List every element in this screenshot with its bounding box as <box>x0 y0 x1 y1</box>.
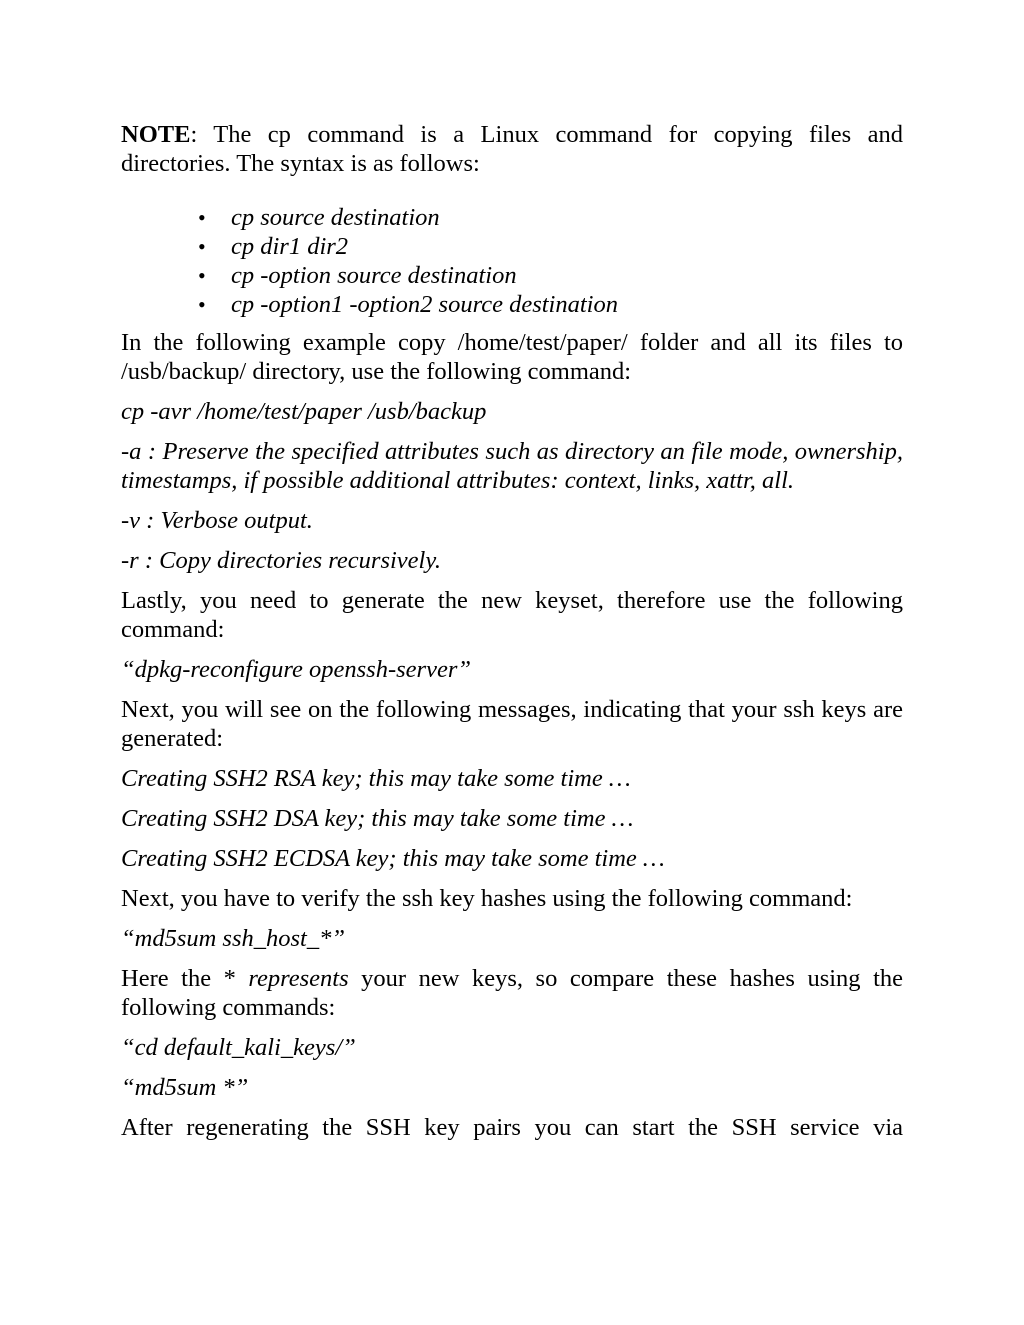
example-command: cp -avr /home/test/paper /usb/backup <box>121 398 487 425</box>
messages-intro: Next, you will see on the following messages, indicating that your ssh keys are generated: <box>121 696 903 752</box>
list-item <box>198 290 903 319</box>
syntax-item: cp -option1 -option2 source destination <box>231 291 618 318</box>
syntax-item: cp dir1 dir2 <box>231 233 349 260</box>
document-page <box>121 120 903 1153</box>
list-item <box>198 261 903 290</box>
note-paragraph <box>121 120 903 178</box>
compare-before: Here the * <box>121 965 249 992</box>
compare-paragraph <box>121 964 903 1022</box>
compare-emph: represents <box>248 965 349 992</box>
example-intro: In the following example copy /home/test/paper/ folder and all its files to /usb/backup/ directory, use the following command: <box>121 329 903 385</box>
keyset-intro: Lastly, you need to generate the new keyset, therefore use the following command: <box>121 587 903 643</box>
message-rsa: Creating SSH2 RSA key; this may take some time … <box>121 765 631 792</box>
option-v: -v : Verbose output. <box>121 507 313 534</box>
keyset-command: “dpkg-reconfigure openssh-server” <box>121 656 471 683</box>
syntax-item: cp source destination <box>231 204 440 231</box>
bullet-icon: • <box>198 292 206 317</box>
compare-after: your new keys, so compare these hashes using the following commands: <box>121 965 903 1021</box>
syntax-item: cp -option source destination <box>231 262 517 289</box>
final-line: After regenerating the SSH key pairs you can start the SSH service via <box>121 1114 903 1141</box>
option-r: -r : Copy directories recursively. <box>121 547 442 574</box>
message-dsa: Creating SSH2 DSA key; this may take some time … <box>121 805 634 832</box>
list-item <box>198 203 903 232</box>
bullet-icon: • <box>198 234 206 259</box>
verify-command: “md5sum ssh_host_*” <box>121 925 345 952</box>
note-label: NOTE <box>121 121 191 148</box>
option-a: -a : Preserve the specified attributes such as directory an file mode, ownership, timestamps, if possible additional attributes: context, links, xattr, all. <box>121 438 903 494</box>
bullet-icon: • <box>198 205 206 230</box>
note-text: : The cp command is a Linux command for copying files and directories. The syntax is as follows: <box>121 121 903 177</box>
compare-command-cd: “cd default_kali_keys/” <box>121 1034 356 1061</box>
compare-command-md5: “md5sum *” <box>121 1074 249 1101</box>
message-ecdsa: Creating SSH2 ECDSA key; this may take some time … <box>121 845 665 872</box>
syntax-list <box>121 203 903 319</box>
verify-intro: Next, you have to verify the ssh key hashes using the following command: <box>121 885 853 912</box>
bullet-icon: • <box>198 263 206 288</box>
list-item <box>198 232 903 261</box>
